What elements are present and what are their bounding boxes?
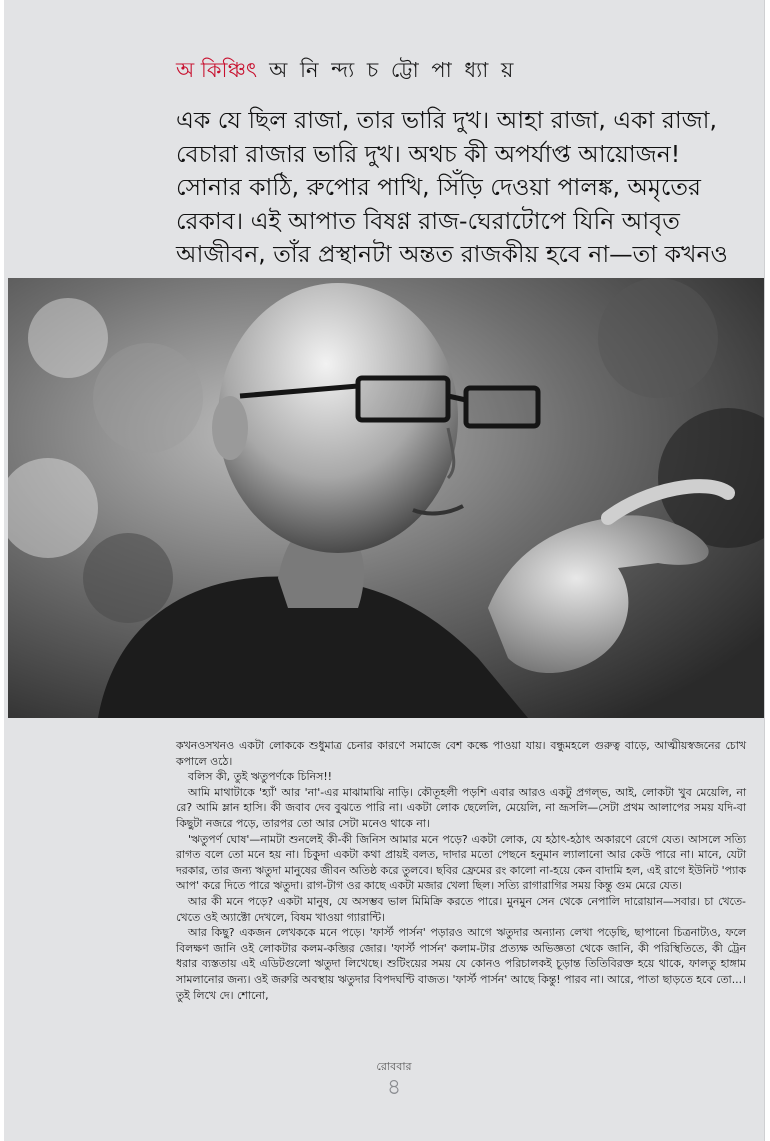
column-title: অ কিঞ্চিৎ [176,58,258,82]
magazine-page [4,0,765,1141]
article-body [176,738,746,1003]
body-paragraph: আমি মাথাটাকে 'হ্যাঁ' আর 'না'-এর মাঝামাঝি নাড়ি। কৌতূহলী পড়শি এবার আরও একটু প্রগল্ভ, আই, লোকটা খুব মেয়েলি, না রে? আমি ম্লান হাসি। কী জবাব দেব বুঝতে পারি না। একটা লোক ছেলেলি, মেয়েলি, না ভ্রূসলি—সেটা প্রথম আলাপের সময় যদি-বা কিছুটা নজরে পড়ে, তারপর তো আর সেটা মনেও থাকে না। [176,785,746,830]
magazine-name: রোববার [376,1060,412,1073]
byline [176,56,516,84]
body-paragraph: বলিস কী, তুই ঋতুপর্ণকে চিনিস!! [188,770,333,784]
body-paragraph: আর কী মনে পড়ে? একটা মানুষ, যে অসম্ভব ভাল মিমিক্রি করতে পারে। মুনমুন সেন থেকে নেপালি দারোয়ান—সবার। চা খেতে-খেতে ওই অ্যাক্টো দেখলে, বিষম খাওয়া গ্যারান্টি। [176,894,746,924]
body-paragraph: 'ঋতুপর্ণ ঘোষ'—নামটা শুনলেই কী-কী জিনিস আমার মনে পড়ে? একটা লোক, যে হঠাৎ-হঠাৎ অকারণে রেগে যেত। আসলে সত্যি রাগত বলে তো মনে হয় না। চিকুদা একটা কথা প্রায়ই বলত, দাদার মতো পেছনে হনুমান ল্যালানো আর কেউ পারে না। মানে, যেটা দরকার, তার জন্য ঋতুদা মানুষের জীবন অতিষ্ঠ করে তুলবে। ছবির ফ্রেমের রং কালো না-হয়ে কেন বাদামি হল, এই রাগে ইউনিট 'প্যাক আপ' করে দিতে পারে ঋতুদা। রাগ-টাগ ওর কাছে একটা মজার খেলা ছিল। সত্যি রাগারাগির সময় কিন্তু গুম মেরে যেত। [176,832,746,893]
body-paragraph: কখনওসখনও একটা লোককে শুধুমাত্র চেনার কারণে সমাজে বেশ কল্কে পাওয়া যায়। বন্ধুমহলে গুরুত্ব বাড়ে, আত্মীয়স্বজনের চোখ কপালে ওঠে। [176,739,746,768]
body-paragraph: আর কিছু? একজন লেখককে মনে পড়ে। 'ফার্স্ট পার্সন' পড়ারও আগে ঋতুদার অন্যান্য লেখা পড়েছি, ছাপানো চিত্রনাট্যও, ফলে বিলক্ষণ জানি ওই লোকটার কলম-কব্জির জোর। 'ফার্স্ট পার্সন' কলাম-টার প্রত্যক্ষ অভিজ্ঞতা থেকে জানি, কী পরিস্থিতিতে, কী ট্রেন ধরার ব্যস্ততায় এই এডিটগুলো ঋতুদা লিখেছে। শুটিংয়ের সময় যে কোনও পরিচালকই চূড়ান্ত তিতিবিরক্ত হয়ে থাকে, ফালতু হাঙ্গাম সামলানোর জন্য। ওই জরুরি অবস্থায় ঋতুদার বিপদঘণ্টি বাজত। 'ফার্স্ট পার্সন' আছে কিন্তু! পারব না। আরে, পাতা ছাড়তে হবে তো...। তুই লিখে দে। শোনো, [176,926,746,1002]
page-number: ৪ [386,1075,402,1100]
author-name: অ নি ন্দ্য চ ট্টো পা ধ্যা য় [269,58,517,82]
intro-paragraph: এক যে ছিল রাজা, তার ভারি দুখ। আহা রাজা, একা রাজা, বেচারা রাজার ভারি দুখ। অথচ কী অপর্যাপ্ত আয়োজন! সোনার কাঠি, রুপোর পাখি, সিঁড়ি দেওয়া পালঙ্ক, অমৃতের রেকাব। এই আপাত বিষণ্ণ রাজ-ঘেরাটোপে যিনি আবৃত আজীবন, তাঁর প্রস্থানটা অন্তত রাজকীয় হবে না—তা কখনও [176,106,728,268]
portrait-photo [8,278,764,718]
portrait-illustration [8,278,764,718]
